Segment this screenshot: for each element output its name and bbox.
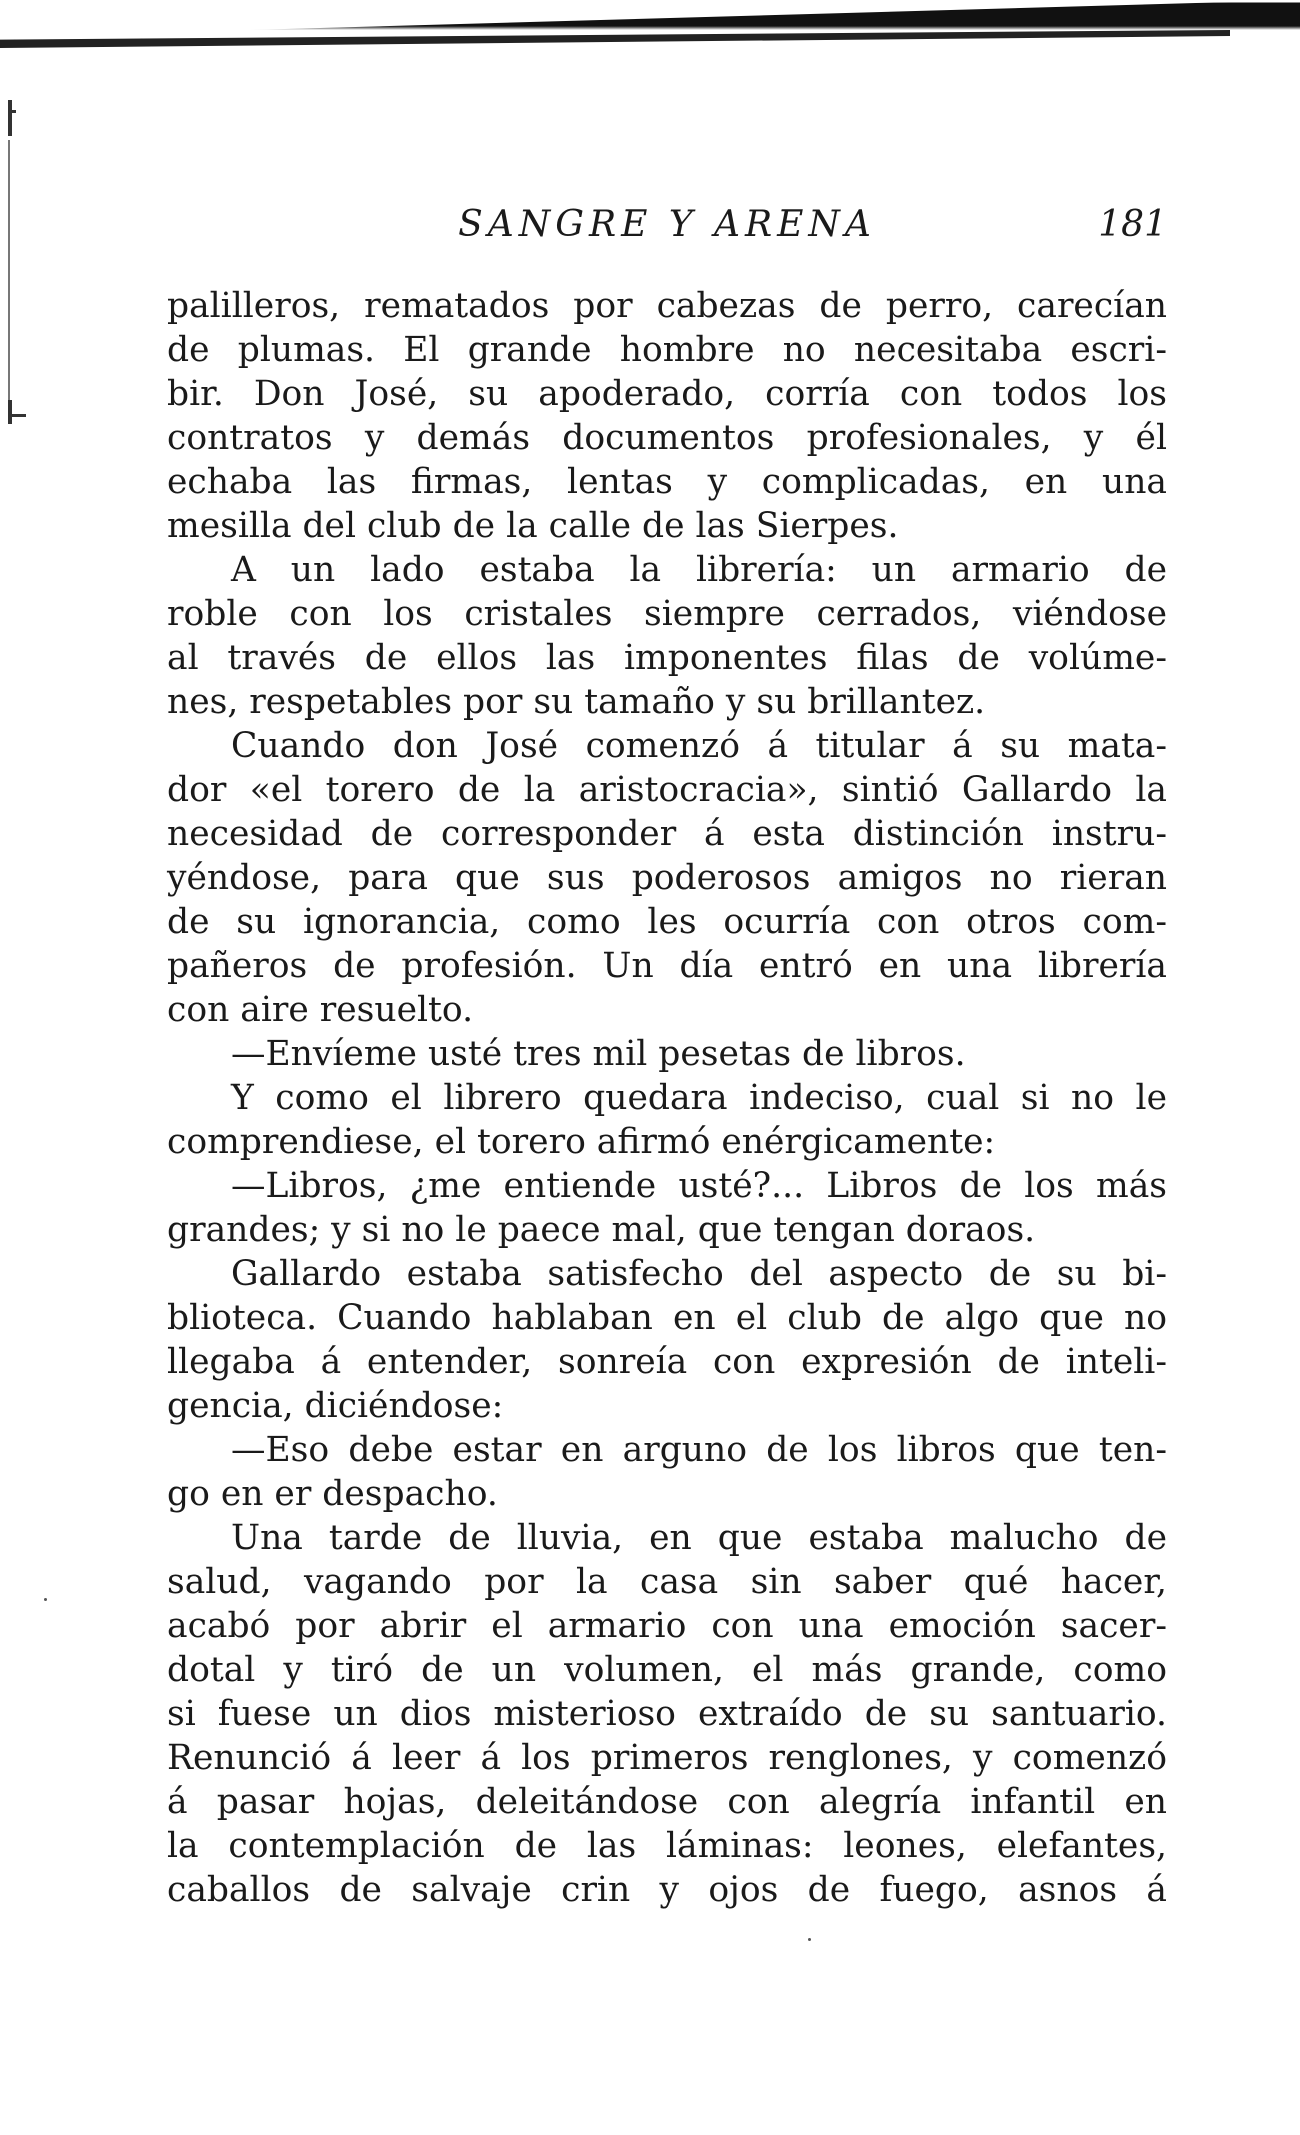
scan-edge-top <box>0 0 1300 58</box>
body-text <box>167 284 1167 1912</box>
text-line: palilleros, rematados por cabezas de perro, carecían <box>167 286 1167 326</box>
scan-speck <box>808 1938 811 1941</box>
text-line: necesidad de corresponder á esta distinción instru- <box>167 814 1167 854</box>
text-line: caballos de salvaje crin y ojos de fuego, asnos á <box>167 1870 1167 1910</box>
text-line: de plumas. El grande hombre no necesitaba escri- <box>167 330 1167 370</box>
text-line: echaba las firmas, lentas y complicadas, en una <box>167 462 1167 502</box>
text-line: —Eso debe estar en arguno de los libros que ten- <box>231 1430 1167 1470</box>
text-line: bir. Don José, su apoderado, corría con todos los <box>167 374 1167 414</box>
text-line: dor «el torero de la aristocracia», sintió Gallardo la <box>167 770 1167 810</box>
text-line: si fuese un dios misterioso extraído de su santuario. <box>167 1694 1167 1734</box>
running-title: SANGRE Y ARENA <box>458 204 876 245</box>
text-line: —Envíeme usté tres mil pesetas de libros. <box>231 1034 966 1074</box>
text-line: pañeros de profesión. Un día entró en una librería <box>167 946 1167 986</box>
margin-tick <box>8 414 26 417</box>
text-line: mesilla del club de la calle de las Sierpes. <box>167 506 899 546</box>
text-line: salud, vagando por la casa sin saber qué hacer, <box>167 1562 1167 1602</box>
running-head <box>167 200 1167 250</box>
text-line: Renunció á leer á los primeros renglones, y comenzó <box>167 1738 1167 1778</box>
text-line: la contemplación de las láminas: leones, elefantes, <box>167 1826 1167 1866</box>
text-line: nes, respetables por su tamaño y su brillantez. <box>167 682 986 722</box>
page-number: 181 <box>1098 204 1167 245</box>
text-line: grandes; y si no le paece mal, que tengan doraos. <box>167 1210 1036 1250</box>
scan-speck <box>44 1598 47 1601</box>
text-line: blioteca. Cuando hablaban en el club de algo que no <box>167 1298 1167 1338</box>
text-line: A un lado estaba la librería: un armario de <box>231 550 1167 590</box>
text-line: —Libros, ¿me entiende usté?... Libros de los más <box>231 1166 1167 1206</box>
margin-mark <box>8 140 10 400</box>
text-line: al través de ellos las imponentes filas de volúme- <box>167 638 1167 678</box>
text-line: comprendiese, el torero afirmó enérgicamente: <box>167 1122 996 1162</box>
text-line: dotal y tiró de un volumen, el más grande, como <box>167 1650 1167 1690</box>
text-line: con aire resuelto. <box>167 990 474 1030</box>
margin-mark <box>8 100 12 136</box>
text-line: roble con los cristales siempre cerrados, viéndose <box>167 594 1167 634</box>
text-line: contratos y demás documentos profesionales, y él <box>167 418 1167 458</box>
text-line: acabó por abrir el armario con una emoción sacer- <box>167 1606 1167 1646</box>
text-line: Y como el librero quedara indeciso, cual si no le <box>231 1078 1167 1118</box>
text-line: de su ignorancia, como les ocurría con otros com- <box>167 902 1167 942</box>
text-line: Cuando don José comenzó á titular á su mata- <box>231 726 1167 766</box>
text-line: gencia, diciéndose: <box>167 1386 504 1426</box>
text-line: yéndose, para que sus poderosos amigos no rieran <box>167 858 1167 898</box>
margin-tick <box>8 110 16 113</box>
text-line: go en er despacho. <box>167 1474 498 1514</box>
text-line: á pasar hojas, deleitándose con alegría infantil en <box>167 1782 1167 1822</box>
text-line: Gallardo estaba satisfecho del aspecto de su bi- <box>231 1254 1167 1294</box>
text-line: llegaba á entender, sonreía con expresión de inteli- <box>167 1342 1167 1382</box>
margin-mark <box>8 400 12 424</box>
text-line: Una tarde de lluvia, en que estaba malucho de <box>231 1518 1167 1558</box>
